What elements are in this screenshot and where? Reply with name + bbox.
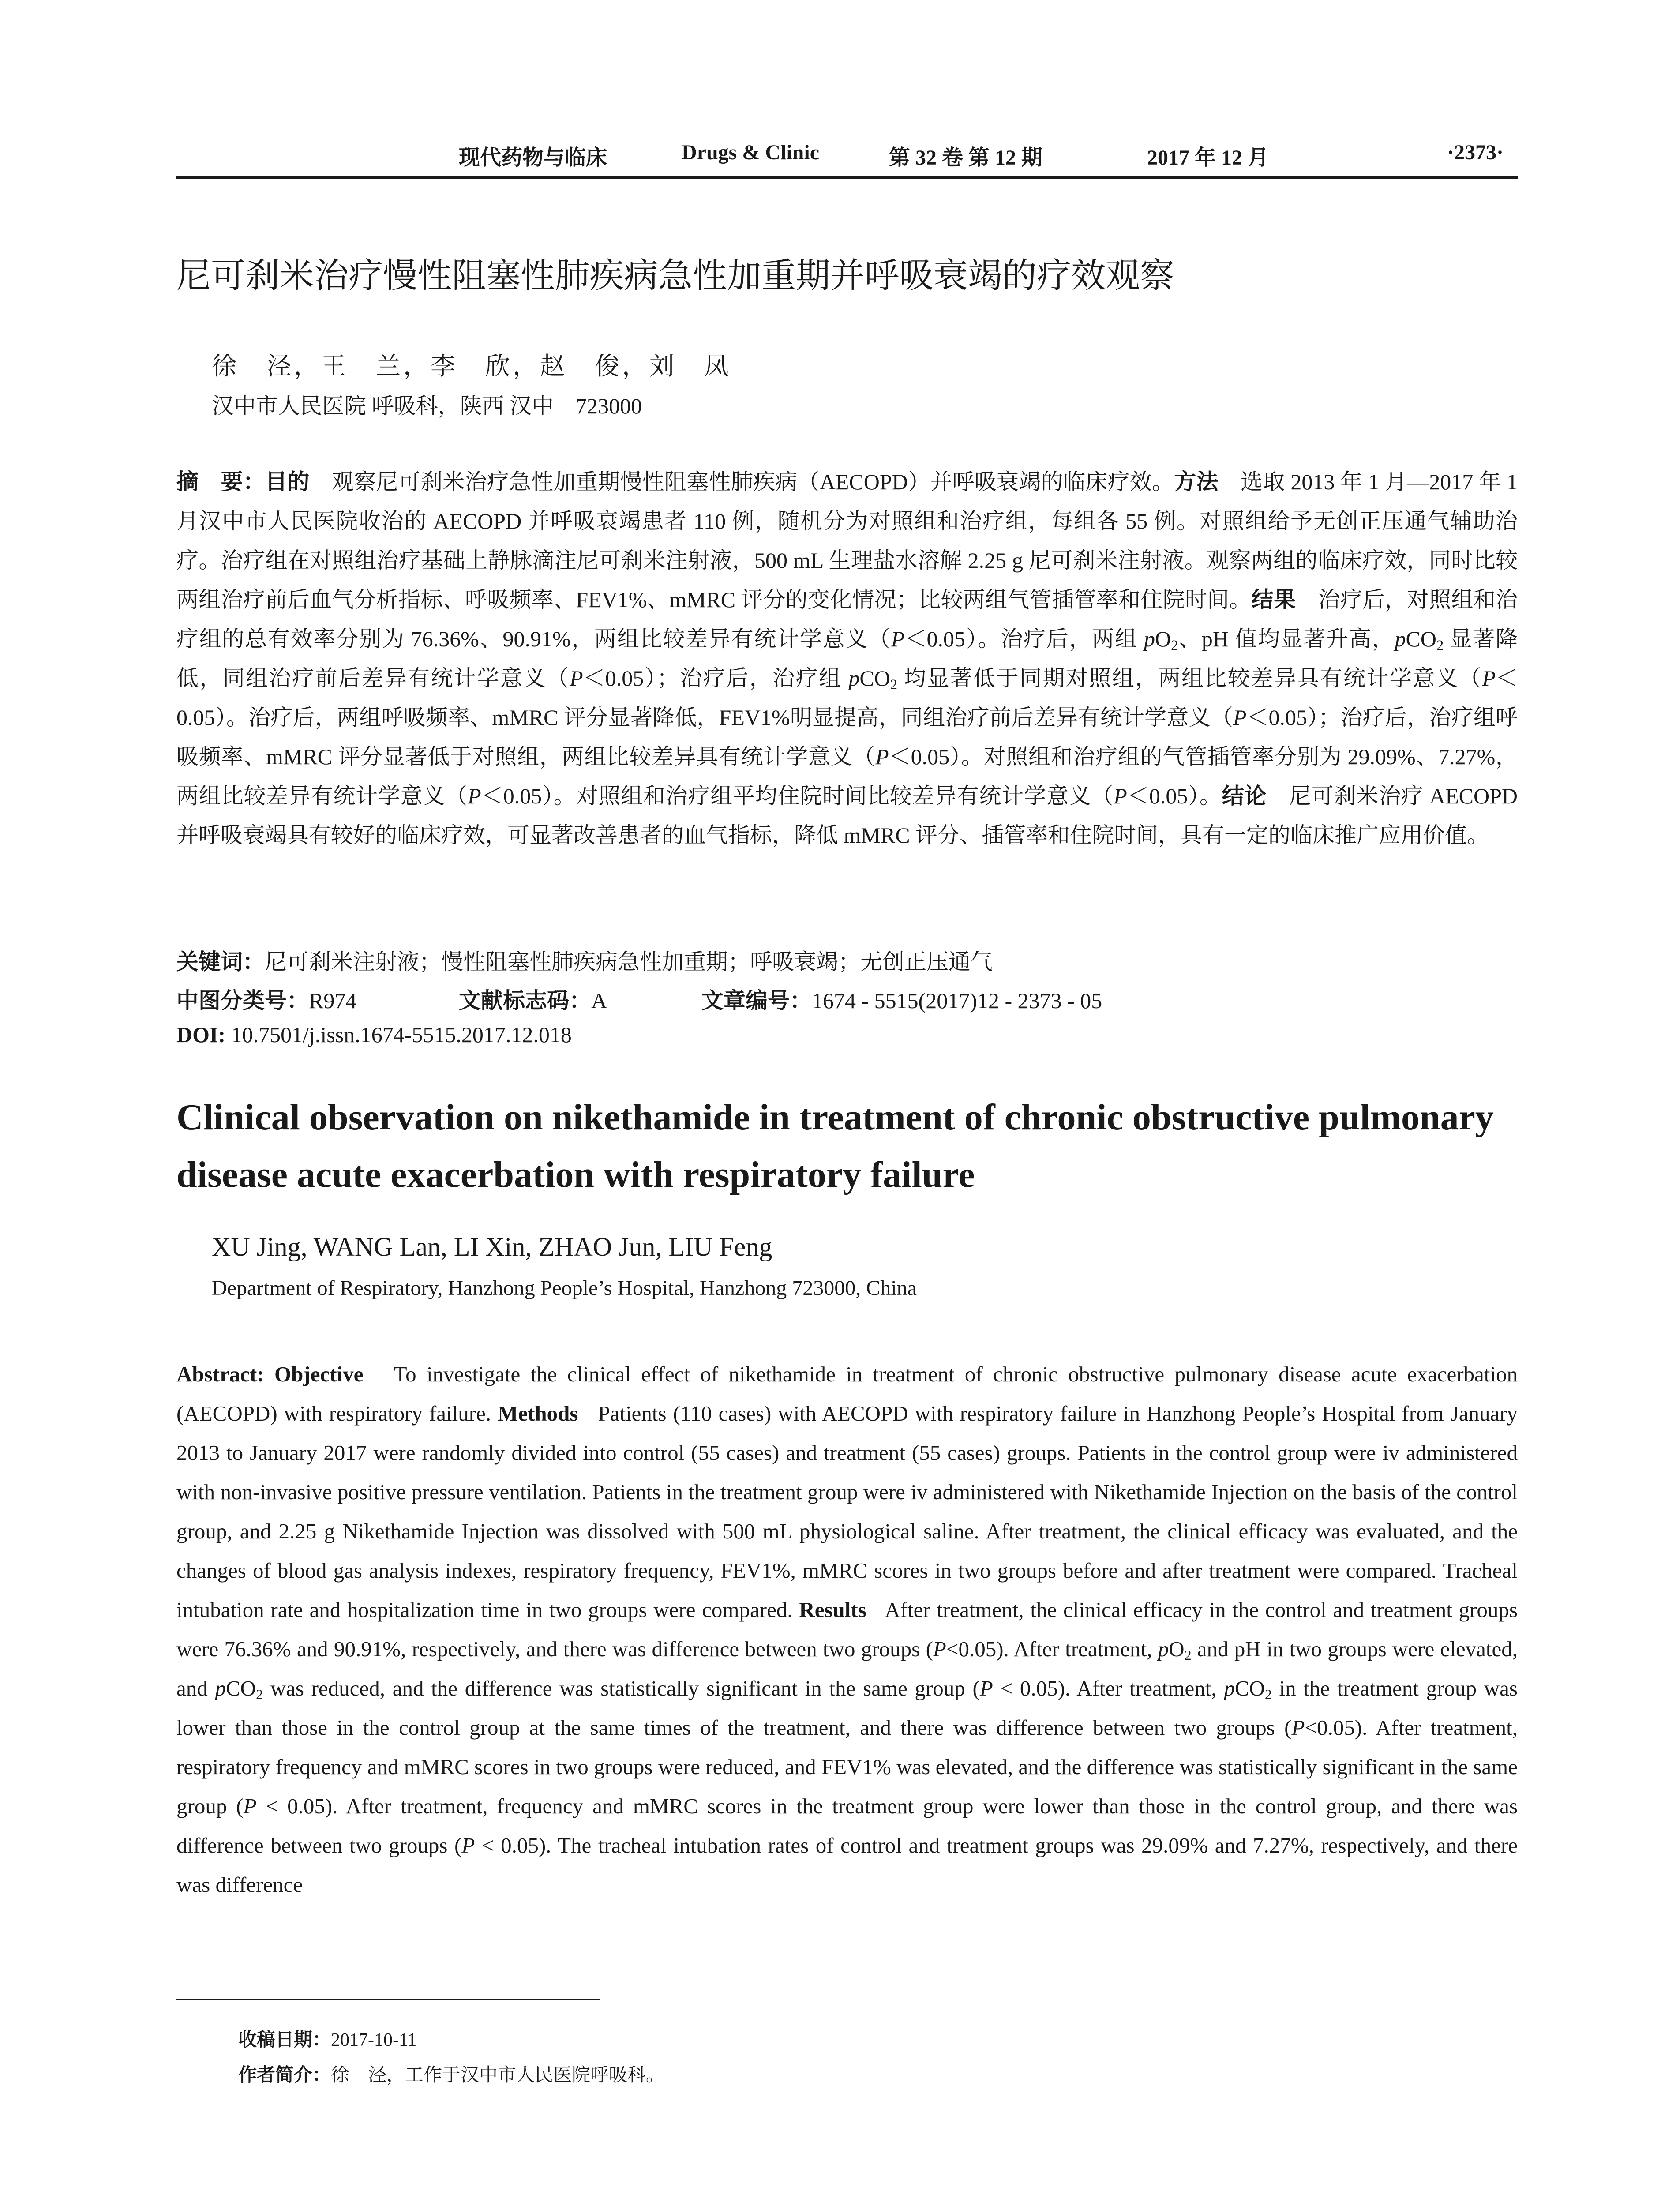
cn-results-text: ＜0.05）。对照组和治疗组平均住院时间比较差异有统计学意义（ [481,784,1114,808]
en-objective-label: Objective [274,1362,364,1386]
en-results-label: Results [799,1598,866,1622]
document-code [459,983,607,1015]
cn-results-text: ＜0.05）。 [1127,784,1222,808]
cn-results-text: 显著降低，同组治疗前后差异有统计学意义（ [176,627,1518,690]
p-symbol: P [891,627,905,651]
subscript: 2 [1436,638,1444,654]
chinese-abstract [176,462,1518,855]
cn-conclusion-label: 结论 [1222,783,1267,809]
cn-results-text: 、pH 值均显著升高， [1178,627,1395,651]
received-label: 收稿日期： [238,2029,331,2050]
clc-label: 中图分类号： [176,988,309,1013]
classification-line [176,983,356,1015]
doc-code-value: A [591,988,608,1013]
author-bio-text: 徐 泾，工作于汉中市人民医院呼吸科。 [331,2065,665,2086]
en-results-text: <0.05). After treatment, respiratory frequency and mMRC scores in two groups were reduced, and FEV1% was elevated, and the difference was statistically significant in the same group ( [176,1715,1518,1818]
chinese-title: 尼可刹米治疗慢性阻塞性肺疾病急性加重期并呼吸衰竭的疗效观察 [176,256,1175,296]
keywords-label: 关键词： [176,949,265,975]
p-symbol: P [875,744,889,769]
en-objective-text: To investigate the clinical effect of nikethamide in treatment of chronic obstructive pulmonary disease acute exacerbation (AECOPD) with respiratory failure. [176,1362,1518,1426]
english-abstract [176,1354,1518,1904]
article-number [701,983,1102,1015]
volume-issue: 第 32 卷 第 12 期 [889,146,1043,169]
doc-code-label: 文献标志码： [459,988,591,1013]
subscript: 2 [1184,1647,1192,1663]
cn-abstract-label: 摘 要： [176,469,266,495]
subscript: 2 [1264,1686,1272,1702]
co2-symbol: CO [225,1676,256,1700]
author-bio-label: 作者简介： [238,2064,331,2086]
page-number: ·2373· [1447,141,1504,164]
chinese-authors: 徐 泾，王 兰，李 欣，赵 俊，刘 凤 [212,352,731,381]
p-symbol: P [1482,666,1496,690]
cn-methods-label: 方法 [1174,469,1219,495]
en-methods-label: Methods [498,1401,578,1426]
p-symbol: p [215,1676,226,1700]
co2-symbol: CO [859,666,890,690]
subscript: 2 [256,1686,263,1702]
p-symbol: p [1158,1637,1169,1661]
p-symbol: p [1144,627,1155,651]
cn-methods-text: 选取 2013 年 1 月—2017 年 1 月汉中市人民医院收治的 AECOPD 并呼吸衰竭患者 110 例，随机分为对照组和治疗组，每组各 55 例。对照组给予无创正压通气辅助治疗。治疗组在对照组治疗基础上静脉滴注尼可刹米注射液，500 mL 生理盐水溶解 2.25 g 尼可刹米注射液。观察两组的临床疗效，同时比较两组治疗前后血气分析指标、呼吸频率、FEV1%、mMRC 评分的变化情况；比较两组气管插管率和住院时间。 [176,469,1518,612]
english-title: Clinical observation on nikethamide in treatment of chronic obstructive pulmonary disease acute exacerbation with respiratory failure [176,1097,1494,1195]
p-symbol: P [243,1794,257,1818]
p-symbol: P [1291,1715,1305,1740]
chinese-affiliation: 汉中市人民医院 呼吸科，陕西 汉中 723000 [212,394,642,418]
received-date-note [238,2025,416,2052]
english-affiliation: Department of Respiratory, Hanzhong People’s Hospital, Hanzhong 723000, China [212,1276,917,1300]
doi-line [176,1022,572,1047]
article-no-label: 文章编号： [701,988,812,1013]
cn-results-text: ＜0.05）；治疗后，治疗组呼吸频率、mMRC 评分显著低于对照组，两组比较差异具有统计学意义（ [176,705,1518,769]
p-symbol: P [979,1676,993,1700]
header-rule [176,176,1518,179]
p-symbol: P [1114,784,1127,808]
en-results-text: After treatment, the clinical efficacy in the control and treatment groups were 76.36% and 90.91%, respectively, and there was difference between two groups ( [176,1598,1518,1661]
cn-results-text: 治疗后，对照组和治疗组的总有效率分别为 76.36%、90.91%，两组比较差异有统计学意义（ [176,587,1518,651]
received-date: 2017-10-11 [331,2030,417,2050]
p-symbol: P [461,1833,475,1857]
chinese-keywords [176,944,993,976]
author-bio-note [238,2060,664,2087]
cn-results-text: 均显著低于同期对照组，两组比较差异具有统计学意义（ [897,666,1482,690]
p-symbol: p [1224,1676,1235,1700]
p-symbol: p [848,666,860,690]
en-abstract-label: Abstract: [176,1362,264,1386]
o2-symbol: O [1155,627,1171,651]
co2-symbol: CO [1406,627,1436,651]
p-symbol: P [1233,705,1247,730]
footnote-rule [176,1999,600,2000]
en-results-text: <0.05). After treatment, [946,1637,1158,1661]
article-no-value: 1674 - 5515(2017)12 - 2373 - 05 [812,988,1102,1013]
subscript: 2 [1171,638,1178,654]
en-results-text: < 0.05). After treatment, frequency and mMRC scores in the treatment group were lower than those in the control group, and there was difference between two groups ( [176,1794,1518,1857]
cn-results-text: ＜0.05）。对照组和治疗组的气管插管率分别为 29.09%、7.27%，两组比较差异有统计学意义（ [176,744,1518,808]
en-results-text: and pH in two groups were elevated, and [176,1637,1518,1700]
co2-symbol: CO [1234,1676,1265,1700]
journal-name-en: Drugs & Clinic [682,141,819,164]
cn-results-text: ＜0.05）；治疗后，治疗组 [583,666,849,690]
journal-name-cn: 现代药物与临床 [459,146,608,169]
p-symbol: p [1395,627,1406,651]
clc-value: R974 [309,988,357,1013]
subscript: 2 [890,677,898,693]
cn-results-text: ＜0.05）。治疗后，两组呼吸频率、mMRC 评分显著降低，FEV1%明显提高，同组治疗前后差异有统计学意义（ [176,666,1518,730]
keywords-text: 尼可刹米注射液；慢性阻塞性肺疾病急性加重期；呼吸衰竭；无创正压通气 [265,949,993,974]
doi-link[interactable]: 10.7501/j.issn.1674-5515.2017.12.018 [231,1022,572,1047]
english-authors: XU Jing, WANG Lan, LI Xin, ZHAO Jun, LIU Feng [212,1232,772,1261]
o2-symbol: O [1169,1637,1185,1661]
cn-results-label: 结果 [1251,587,1296,612]
doi-label: DOI: [176,1022,226,1047]
en-results-text: was reduced, and the difference was statistically significant in the same group ( [262,1676,980,1700]
cn-objective-label: 目的 [265,469,310,495]
running-header [176,140,1518,171]
p-symbol: P [933,1637,946,1661]
en-results-text: in the treatment group was lower than those in the control group at the same times of the treatment, and there was difference between two groups ( [176,1676,1518,1740]
issue-date: 2017 年 12 月 [1147,146,1269,169]
cn-conclusion-text: 尼可刹米治疗 AECOPD 并呼吸衰竭具有较好的临床疗效，可显著改善患者的血气指标，降低 mMRC 评分、插管率和住院时间，具有一定的临床推广应用价值。 [176,784,1518,848]
cn-objective-text: 观察尼可刹米治疗急性加重期慢性阻塞性肺疾病（AECOPD）并呼吸衰竭的临床疗效。 [331,469,1174,494]
en-results-text: < 0.05). After treatment, [993,1676,1224,1700]
p-symbol: P [468,784,481,808]
en-results-text: < 0.05). The tracheal intubation rates of control and treatment groups was 29.09% and 7.27%, respectively, and there was difference [176,1833,1518,1897]
cn-results-text: ＜0.05）。治疗后，两组 [904,627,1144,651]
en-methods-text: Patients (110 cases) with AECOPD with respiratory failure in Hanzhong People’s Hospital from January 2013 to January 2017 were randomly divided into control (55 cases) and treatment (55 cases) groups. Patients in the control group were iv administered with non-invasive positive pressure ventilation. Patients in the treatment group were iv administered with Nikethamide Injection on the basis of the control group, and 2.25 g Nikethamide Injection was dissolved with 500 mL physiological saline. After treatment, the clinical efficacy was evaluated, and the changes of blood gas analysis indexes, respiratory frequency, FEV1%, mMRC scores in two groups before and after treatment were compared. Tracheal intubation rate and hospitalization time in two groups were compared. [176,1401,1518,1622]
p-symbol: P [570,666,583,690]
